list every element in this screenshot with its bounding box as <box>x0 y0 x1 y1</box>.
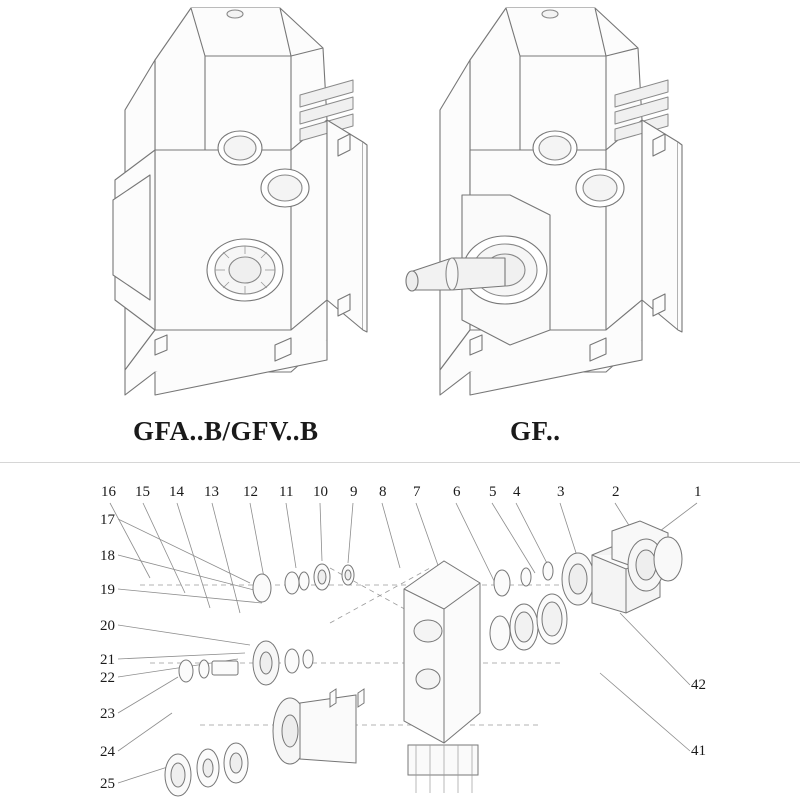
callout-17: 17 <box>100 512 115 528</box>
callout-14: 14 <box>169 484 184 500</box>
callout-21: 21 <box>100 652 115 668</box>
callout-23: 23 <box>100 706 115 722</box>
callout-41: 41 <box>691 743 706 759</box>
callout-5: 5 <box>489 484 497 500</box>
callout-12: 12 <box>243 484 258 500</box>
callout-7: 7 <box>413 484 421 500</box>
caption-gf: GF.. <box>510 416 561 446</box>
callout-2: 2 <box>612 484 620 500</box>
callout-8: 8 <box>379 484 387 500</box>
callout-24: 24 <box>100 744 115 760</box>
callout-6: 6 <box>453 484 461 500</box>
callout-1: 1 <box>694 484 702 500</box>
exploded-view <box>0 463 800 800</box>
callout-22: 22 <box>100 670 115 686</box>
gearbox-gf-drawing <box>400 0 720 400</box>
exploded-drawing <box>0 463 800 800</box>
callout-4: 4 <box>513 484 521 500</box>
callout-11: 11 <box>279 484 294 500</box>
caption-gfa-b-gfv-b: GFA..B/GFV..B <box>133 416 319 446</box>
gearbox-gfa-b-gfv-b-drawing <box>95 0 395 400</box>
callout-15: 15 <box>135 484 150 500</box>
callout-42: 42 <box>691 677 706 693</box>
callout-16: 16 <box>101 484 116 500</box>
callout-19: 19 <box>100 582 115 598</box>
callout-3: 3 <box>557 484 565 500</box>
callout-10: 10 <box>313 484 328 500</box>
callout-25: 25 <box>100 776 115 792</box>
callout-20: 20 <box>100 618 115 634</box>
callout-9: 9 <box>350 484 358 500</box>
callout-13: 13 <box>204 484 219 500</box>
callout-18: 18 <box>100 548 115 564</box>
